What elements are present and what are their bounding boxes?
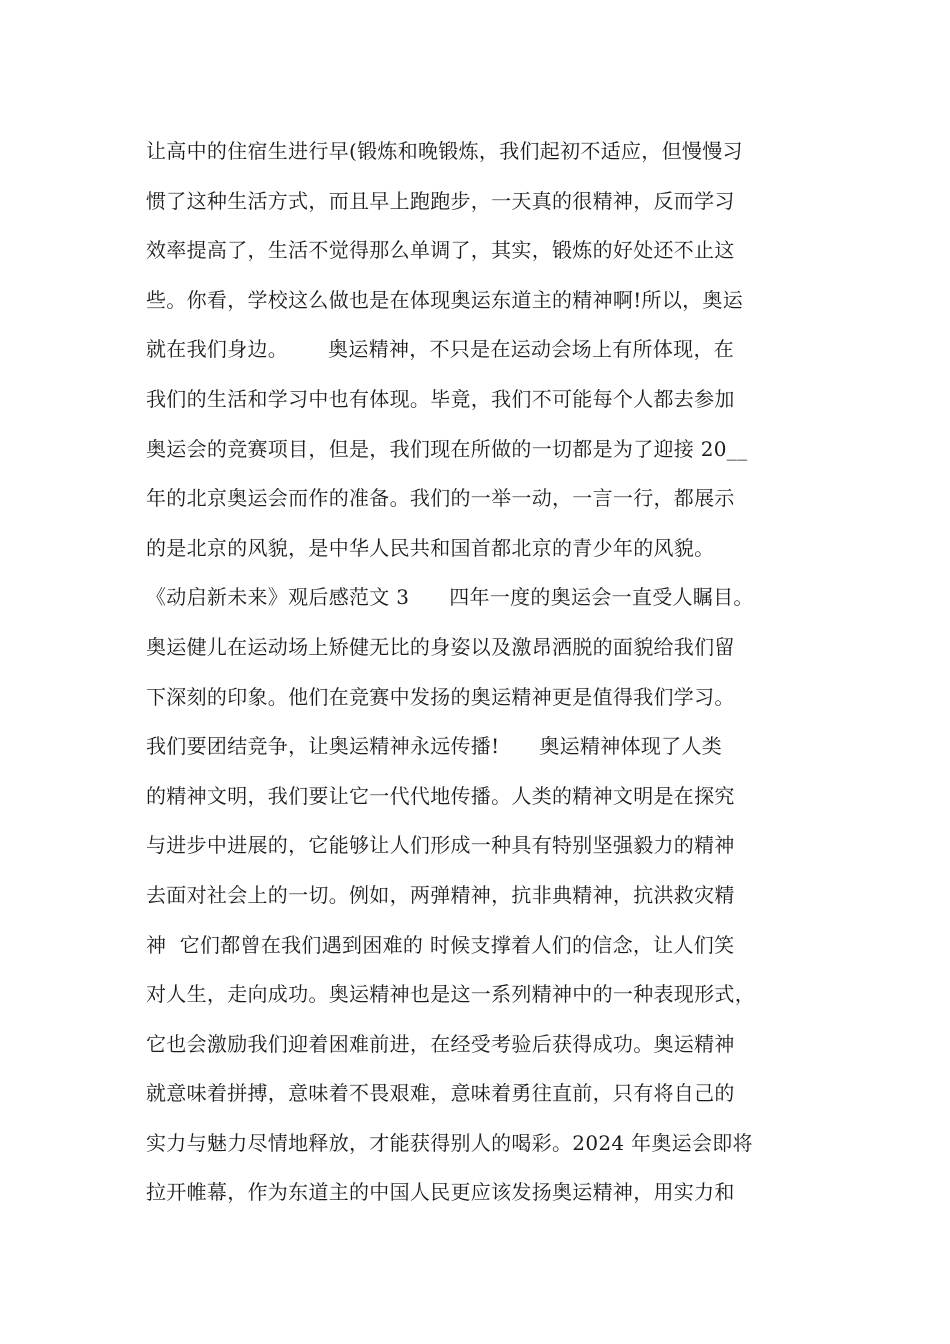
text-line: 些。你看，学校这么做也是在体现奥运东道主的精神啊!所以，奥运 <box>146 287 744 312</box>
text-line: 它也会激励我们迎着困难前进，在经受考验后获得成功。奥运精神 <box>146 1031 735 1056</box>
text-line: 与进步中进展的，它能够让人们形成一种具有特别坚强毅力的精神 <box>146 833 735 858</box>
text-line: 实力与魅力尽情地释放，才能获得别人的喝彩。2024 年奥运会即将 <box>146 1130 753 1155</box>
text-line: 对人生，走向成功。奥运精神也是这一系列精神中的一种表现形式， <box>146 982 755 1007</box>
text-line: 奥运健儿在运动场上矫健无比的身姿以及激昂洒脱的面貌给我们留 <box>146 634 735 659</box>
body-text <box>146 127 826 1218</box>
text-line: 我们的生活和学习中也有体现。毕竟，我们不可能每个人都去参加 <box>146 386 735 411</box>
text-line: 就在我们身边。 奥运精神，不只是在运动会场上有所体现，在 <box>146 337 735 362</box>
text-line: 去面对社会上的一切。例如，两弹精神，抗非典精神，抗洪救灾精 <box>146 882 735 907</box>
text-line: 下深刻的印象。他们在竞赛中发扬的奥运精神更是值得我们学习。 <box>146 684 735 709</box>
text-line: 效率提高了，生活不觉得那么单调了，其实，锻炼的好处还不止这 <box>146 238 735 263</box>
text-line: 《动启新未来》观后感范文 3 四年一度的奥运会一直受人瞩目。 <box>146 585 754 610</box>
text-line: 我们要团结竞争，让奥运精神永远传播! 奥运精神体现了人类 <box>146 734 723 759</box>
text-line: 就意味着拼搏，意味着不畏艰难，意味着勇往直前，只有将自己的 <box>146 1081 735 1106</box>
text-line: 的是北京的风貌，是中华人民共和国首都北京的青少年的风貌。 <box>146 535 715 560</box>
text-line: 神 它们都曾在我们遇到困难的 时候支撑着人们的信念，让人们笑 <box>146 932 735 957</box>
text-line: 奥运会的竞赛项目，但是，我们现在所做的一切都是为了迎接 20__ <box>146 436 748 461</box>
text-line: 惯了这种生活方式，而且早上跑跑步，一天真的很精神，反而学习 <box>146 188 735 213</box>
text-line: 的精神文明，我们要让它一代代地传播。人类的精神文明是在探究 <box>146 783 735 808</box>
text-line: 让高中的住宿生进行早(锻炼和晚锻炼，我们起初不适应，但慢慢习 <box>146 139 743 163</box>
text-line: 年的北京奥运会而作的准备。我们的一举一动，一言一行，都展示 <box>146 486 735 511</box>
text-line: 拉开帷幕，作为东道主的中国人民更应该发扬奥运精神，用实力和 <box>146 1180 735 1205</box>
